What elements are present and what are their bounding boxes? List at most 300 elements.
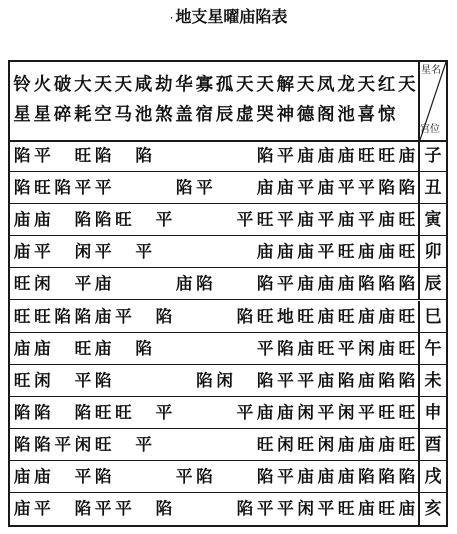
table-cell: 庙 [358,242,375,262]
table-cell [113,236,133,268]
star-name-char: 天 [236,75,254,95]
table-row [10,301,446,333]
table-cell: 陷 [256,274,274,294]
table-cell: 庙 [13,210,31,230]
table-cell: 庙 [256,242,274,262]
table-cell: 庙 [277,178,294,198]
table-cell: 平 [115,306,132,326]
table-cell: 庙 [358,306,375,326]
table-body [10,140,446,525]
star-name-char: 解 [276,75,295,95]
row-branch-label: 寅 [418,204,446,236]
table-row [10,204,446,236]
table-cell: 陷 [135,146,152,165]
star-names-line-2 [12,103,417,127]
table-cell [215,301,235,333]
table-cell [134,172,154,204]
table-row [10,397,446,429]
star-name-char: 池 [134,105,153,125]
star-name-char: 空 [94,105,112,125]
table-cell: 旺 [13,370,31,390]
star-name-char: 哭 [256,105,274,125]
table-cell [154,268,174,300]
table-cell: 庙 [256,178,274,198]
star-name-char: 盖 [175,105,193,125]
table-cell: 庙 [378,306,395,326]
table-cell: 旺 [256,306,274,326]
table-cell: 陷 [74,306,92,326]
table-cell: 庙 [297,338,314,358]
table-cell [53,140,73,172]
table-cell [235,140,255,172]
table-row [10,493,446,525]
star-name-char: 天 [357,75,376,95]
table-cell: 陷 [34,434,51,454]
table-cell [113,268,133,300]
table-cell: 平 [115,499,132,519]
table-cell: 庙 [378,210,395,230]
table-cell: 陷 [378,274,395,294]
table-cell: 平 [74,178,92,198]
corner-label-star-name: 星名 [421,65,441,76]
table-cell: 平 [74,274,92,294]
row-cells [12,268,417,300]
table-cell: 庙 [378,338,395,358]
table-cell: 旺 [94,402,112,422]
row-branch-label: 申 [418,397,446,429]
table-cell: 庙 [317,306,335,326]
table-cell: 陷 [398,370,416,390]
star-name-char: 喜 [357,105,376,125]
table-cell: 陷 [236,306,254,326]
table-cell [215,493,235,525]
row-cells [12,172,417,204]
table-cell: 旺 [378,146,395,165]
row-cells [12,397,417,429]
star-name-char: 铃 [13,75,31,95]
header-corner-cell [418,62,446,140]
table-cell: 闲 [34,274,51,294]
table-cell [235,429,255,461]
table-cell [154,461,174,493]
table-cell: 平 [317,210,335,230]
star-name-char: 凤 [317,75,335,95]
table-cell [215,333,235,365]
table-cell: 平 [358,210,375,230]
table-cell: 平 [256,499,274,519]
table-cell: 旺 [398,242,416,262]
table-cell: 陷 [94,467,112,486]
table-cell [154,429,174,461]
table-cell: 闲 [74,242,92,262]
star-name-char: 龙 [337,75,355,95]
table-cell [53,365,73,397]
table-cell [134,204,154,236]
table-row [10,461,446,493]
table-cell: 庙 [297,146,314,165]
table-cell [235,333,255,365]
table-cell: 闲 [297,499,314,519]
star-name-char: 华 [175,75,193,95]
table-cell: 庙 [94,306,112,326]
row-branch-label: 辰 [418,268,446,300]
star-name-char: 星 [13,105,31,125]
table-cell: 平 [94,499,112,519]
table-cell: 庙 [13,242,31,262]
table-cell: 平 [74,370,92,390]
table-cell: 庙 [297,274,314,294]
table-cell [53,397,73,429]
star-name-char: 池 [337,105,355,125]
star-name-char: 煞 [155,105,173,125]
table-cell: 陷 [196,467,213,486]
table-cell: 旺 [398,402,416,422]
table-cell [134,461,154,493]
table-cell: 陷 [196,274,213,294]
table-cell [53,333,73,365]
row-branch-label: 丑 [418,172,446,204]
table-cell: 旺 [115,402,132,422]
table-cell [174,397,194,429]
table-cell: 陷 [256,146,274,165]
star-name-char: 大 [74,75,92,95]
table-cell: 平 [277,146,294,165]
table-cell: 旺 [34,178,51,198]
table-cell: 平 [236,402,254,422]
table-cell: 平 [277,370,294,390]
star-name-char: 天 [398,75,416,95]
table-cell: 陷 [398,274,416,294]
table-cell: 平 [277,210,294,230]
row-cells [12,429,417,461]
table-cell [194,397,214,429]
table-cell [194,429,214,461]
table-cell: 平 [277,274,294,294]
table-cell [134,365,154,397]
star-name-char: 阁 [317,105,335,125]
table-cell: 平 [196,178,213,198]
table-cell [113,365,133,397]
table-cell: 陷 [256,467,274,486]
table-cell: 庙 [358,370,375,390]
table-cell [134,301,154,333]
table-cell: 平 [175,467,193,486]
table-cell: 平 [317,499,335,519]
table-row [10,365,446,397]
star-name-char: 宿 [195,105,214,125]
star-name-char: 火 [33,75,52,95]
table-cell: 平 [155,402,173,422]
table-cell [53,268,73,300]
table-cell: 闲 [277,434,294,454]
table-cell: 平 [358,402,375,422]
table-cell: 陷 [135,338,152,358]
table-cell: 旺 [13,274,31,294]
star-name-char: 红 [377,75,396,95]
table-cell: 平 [34,499,51,519]
row-cells [12,301,417,333]
table-cell [113,172,133,204]
table-cell: 旺 [398,210,416,230]
table-cell: 闲 [337,402,355,422]
star-name-char: 咸 [134,75,153,95]
table-cell: 旺 [94,434,112,454]
star-name-char: 星 [33,105,52,125]
table-cell: 闲 [216,370,233,390]
table-cell [113,140,133,172]
table-cell: 陷 [277,338,294,358]
table-cell: 庙 [277,242,294,262]
table-cell: 陷 [196,370,213,390]
table-cell: 旺 [256,210,274,230]
table-cell: 旺 [317,338,335,358]
table-cell: 旺 [115,210,132,230]
table-cell [174,333,194,365]
table-cell: 陷 [378,370,395,390]
table-cell [154,236,174,268]
table-cell: 庙 [256,402,274,422]
title-marker: · [169,11,174,25]
table-cell: 陷 [54,306,71,326]
row-cells [12,333,417,365]
table-cell: 旺 [398,306,416,326]
star-name-char: 天 [114,75,133,95]
table-row [10,333,446,365]
star-table [8,60,448,527]
table-cell: 陷 [74,210,92,230]
table-cell: 陷 [155,306,173,326]
table-cell [194,236,214,268]
star-name-char: 虚 [236,105,254,125]
row-branch-label: 子 [418,140,446,172]
table-cell [235,172,255,204]
table-cell [215,140,235,172]
table-cell: 陷 [378,467,395,486]
row-branch-label: 午 [418,333,446,365]
table-cell: 旺 [13,306,31,326]
table-cell: 庙 [358,499,375,519]
table-cell: 平 [337,178,355,198]
table-cell [53,204,73,236]
table-header [10,62,446,142]
table-cell [53,493,73,525]
table-cell [194,333,214,365]
table-cell: 旺 [34,306,51,326]
table-cell: 庙 [297,210,314,230]
table-row [10,140,446,172]
table-cell [154,365,174,397]
row-branch-label: 亥 [418,493,446,525]
table-cell: 旺 [337,306,355,326]
table-cell: 平 [317,402,335,422]
table-cell: 平 [94,178,112,198]
table-cell [134,493,154,525]
table-cell: 庙 [337,146,355,165]
row-branch-label: 未 [418,365,446,397]
row-cells [12,365,417,397]
table-cell: 庙 [358,434,375,454]
row-cells [12,140,417,172]
table-cell: 闲 [297,402,314,422]
row-branch-label: 卯 [418,236,446,268]
table-cell: 陷 [398,178,416,198]
table-cell: 平 [358,178,375,198]
table-cell [154,140,174,172]
table-cell: 旺 [398,434,416,454]
table-cell: 陷 [13,434,31,454]
table-cell: 庙 [34,338,51,358]
table-cell: 闲 [74,434,92,454]
table-cell: 平 [155,210,173,230]
row-cells [12,236,417,268]
table-cell: 陷 [358,467,375,486]
table-cell: 平 [34,242,51,262]
table-cell: 旺 [297,306,314,326]
table-cell [154,333,174,365]
star-name-char: 碎 [53,105,72,125]
table-cell [194,204,214,236]
table-cell: 旺 [358,146,375,165]
table-cell: 庙 [94,338,112,358]
table-cell: 陷 [94,146,112,165]
table-cell [174,301,194,333]
row-branch-label: 酉 [418,429,446,461]
table-cell: 陷 [74,499,92,519]
table-cell [215,429,235,461]
table-cell: 平 [297,370,314,390]
table-cell: 庙 [378,434,395,454]
table-cell: 陷 [13,146,31,165]
table-cell: 闲 [358,338,375,358]
table-cell [53,236,73,268]
table-cell: 庙 [297,467,314,486]
table-cell [174,365,194,397]
table-cell: 庙 [175,274,193,294]
table-cell [113,461,133,493]
star-name-char [397,103,417,127]
table-cell: 旺 [256,434,274,454]
table-cell: 庙 [317,467,335,486]
table-cell: 陷 [13,178,31,198]
star-name-char: 马 [114,105,133,125]
table-cell: 陷 [74,402,92,422]
table-cell: 闲 [34,370,51,390]
star-name-char: 辰 [215,105,234,125]
star-name-char: 天 [296,75,315,95]
table-cell: 陷 [155,499,173,519]
table-cell [194,140,214,172]
table-cell: 陷 [175,178,193,198]
table-cell: 平 [256,338,274,358]
row-branch-label: 戌 [418,461,446,493]
table-cell [134,268,154,300]
table-cell [53,461,73,493]
table-cell [194,301,214,333]
table-cell: 陷 [13,402,31,422]
table-cell: 闲 [317,434,335,454]
table-cell: 庙 [34,467,51,486]
table-cell: 陷 [337,370,355,390]
star-name-char: 寡 [195,75,214,95]
table-cell: 庙 [337,434,355,454]
table-cell [174,140,194,172]
star-name-char: 德 [296,105,315,125]
table-row [10,236,446,268]
table-cell: 庙 [13,467,31,486]
page-title [0,3,457,31]
table-cell [174,236,194,268]
corner-label-palace: 宫位 [420,124,440,135]
row-cells [12,493,417,525]
table-cell [215,172,235,204]
table-row [10,172,446,204]
star-names [12,62,417,140]
table-cell: 平 [135,434,152,454]
table-cell: 旺 [74,146,92,165]
table-cell: 旺 [337,242,355,262]
table-cell [174,204,194,236]
star-name-char: 劫 [155,75,173,95]
table-cell: 庙 [317,370,335,390]
star-name-char: 破 [53,75,72,95]
table-cell: 庙 [317,178,335,198]
table-cell: 庙 [337,467,355,486]
table-cell: 旺 [337,499,355,519]
star-name-char: 天 [256,75,274,95]
table-cell: 陷 [34,402,51,422]
table-cell: 旺 [398,338,416,358]
table-cell: 平 [277,467,294,486]
table-cell: 庙 [13,499,31,519]
table-cell: 陷 [256,370,274,390]
table-cell [174,429,194,461]
table-cell: 陷 [54,178,71,198]
row-branch-label: 巳 [418,301,446,333]
table-cell: 旺 [378,402,395,422]
table-cell [235,236,255,268]
table-cell: 平 [297,178,314,198]
table-cell: 平 [54,434,71,454]
table-cell [134,397,154,429]
table-cell: 平 [337,338,355,358]
table-cell: 陷 [236,499,254,519]
star-name-char: 孤 [215,75,234,95]
table-cell: 平 [34,146,51,165]
table-cell: 平 [236,210,254,230]
star-name-char: 天 [94,75,112,95]
table-cell: 平 [135,242,152,262]
table-row [10,429,446,461]
table-cell: 庙 [297,242,314,262]
row-cells [12,204,417,236]
table-cell: 旺 [378,499,395,519]
table-cell: 陷 [94,210,112,230]
table-cell: 庙 [317,274,335,294]
star-name-char: 耗 [74,105,92,125]
table-cell: 庙 [13,338,31,358]
table-row [10,268,446,300]
table-cell: 陷 [94,370,112,390]
table-cell [235,461,255,493]
table-cell: 平 [94,242,112,262]
table-cell [113,429,133,461]
table-cell: 庙 [337,274,355,294]
table-cell [194,493,214,525]
table-cell: 平 [74,467,92,486]
table-cell: 庙 [337,210,355,230]
table-cell: 庙 [317,146,335,165]
table-cell: 庙 [378,242,395,262]
